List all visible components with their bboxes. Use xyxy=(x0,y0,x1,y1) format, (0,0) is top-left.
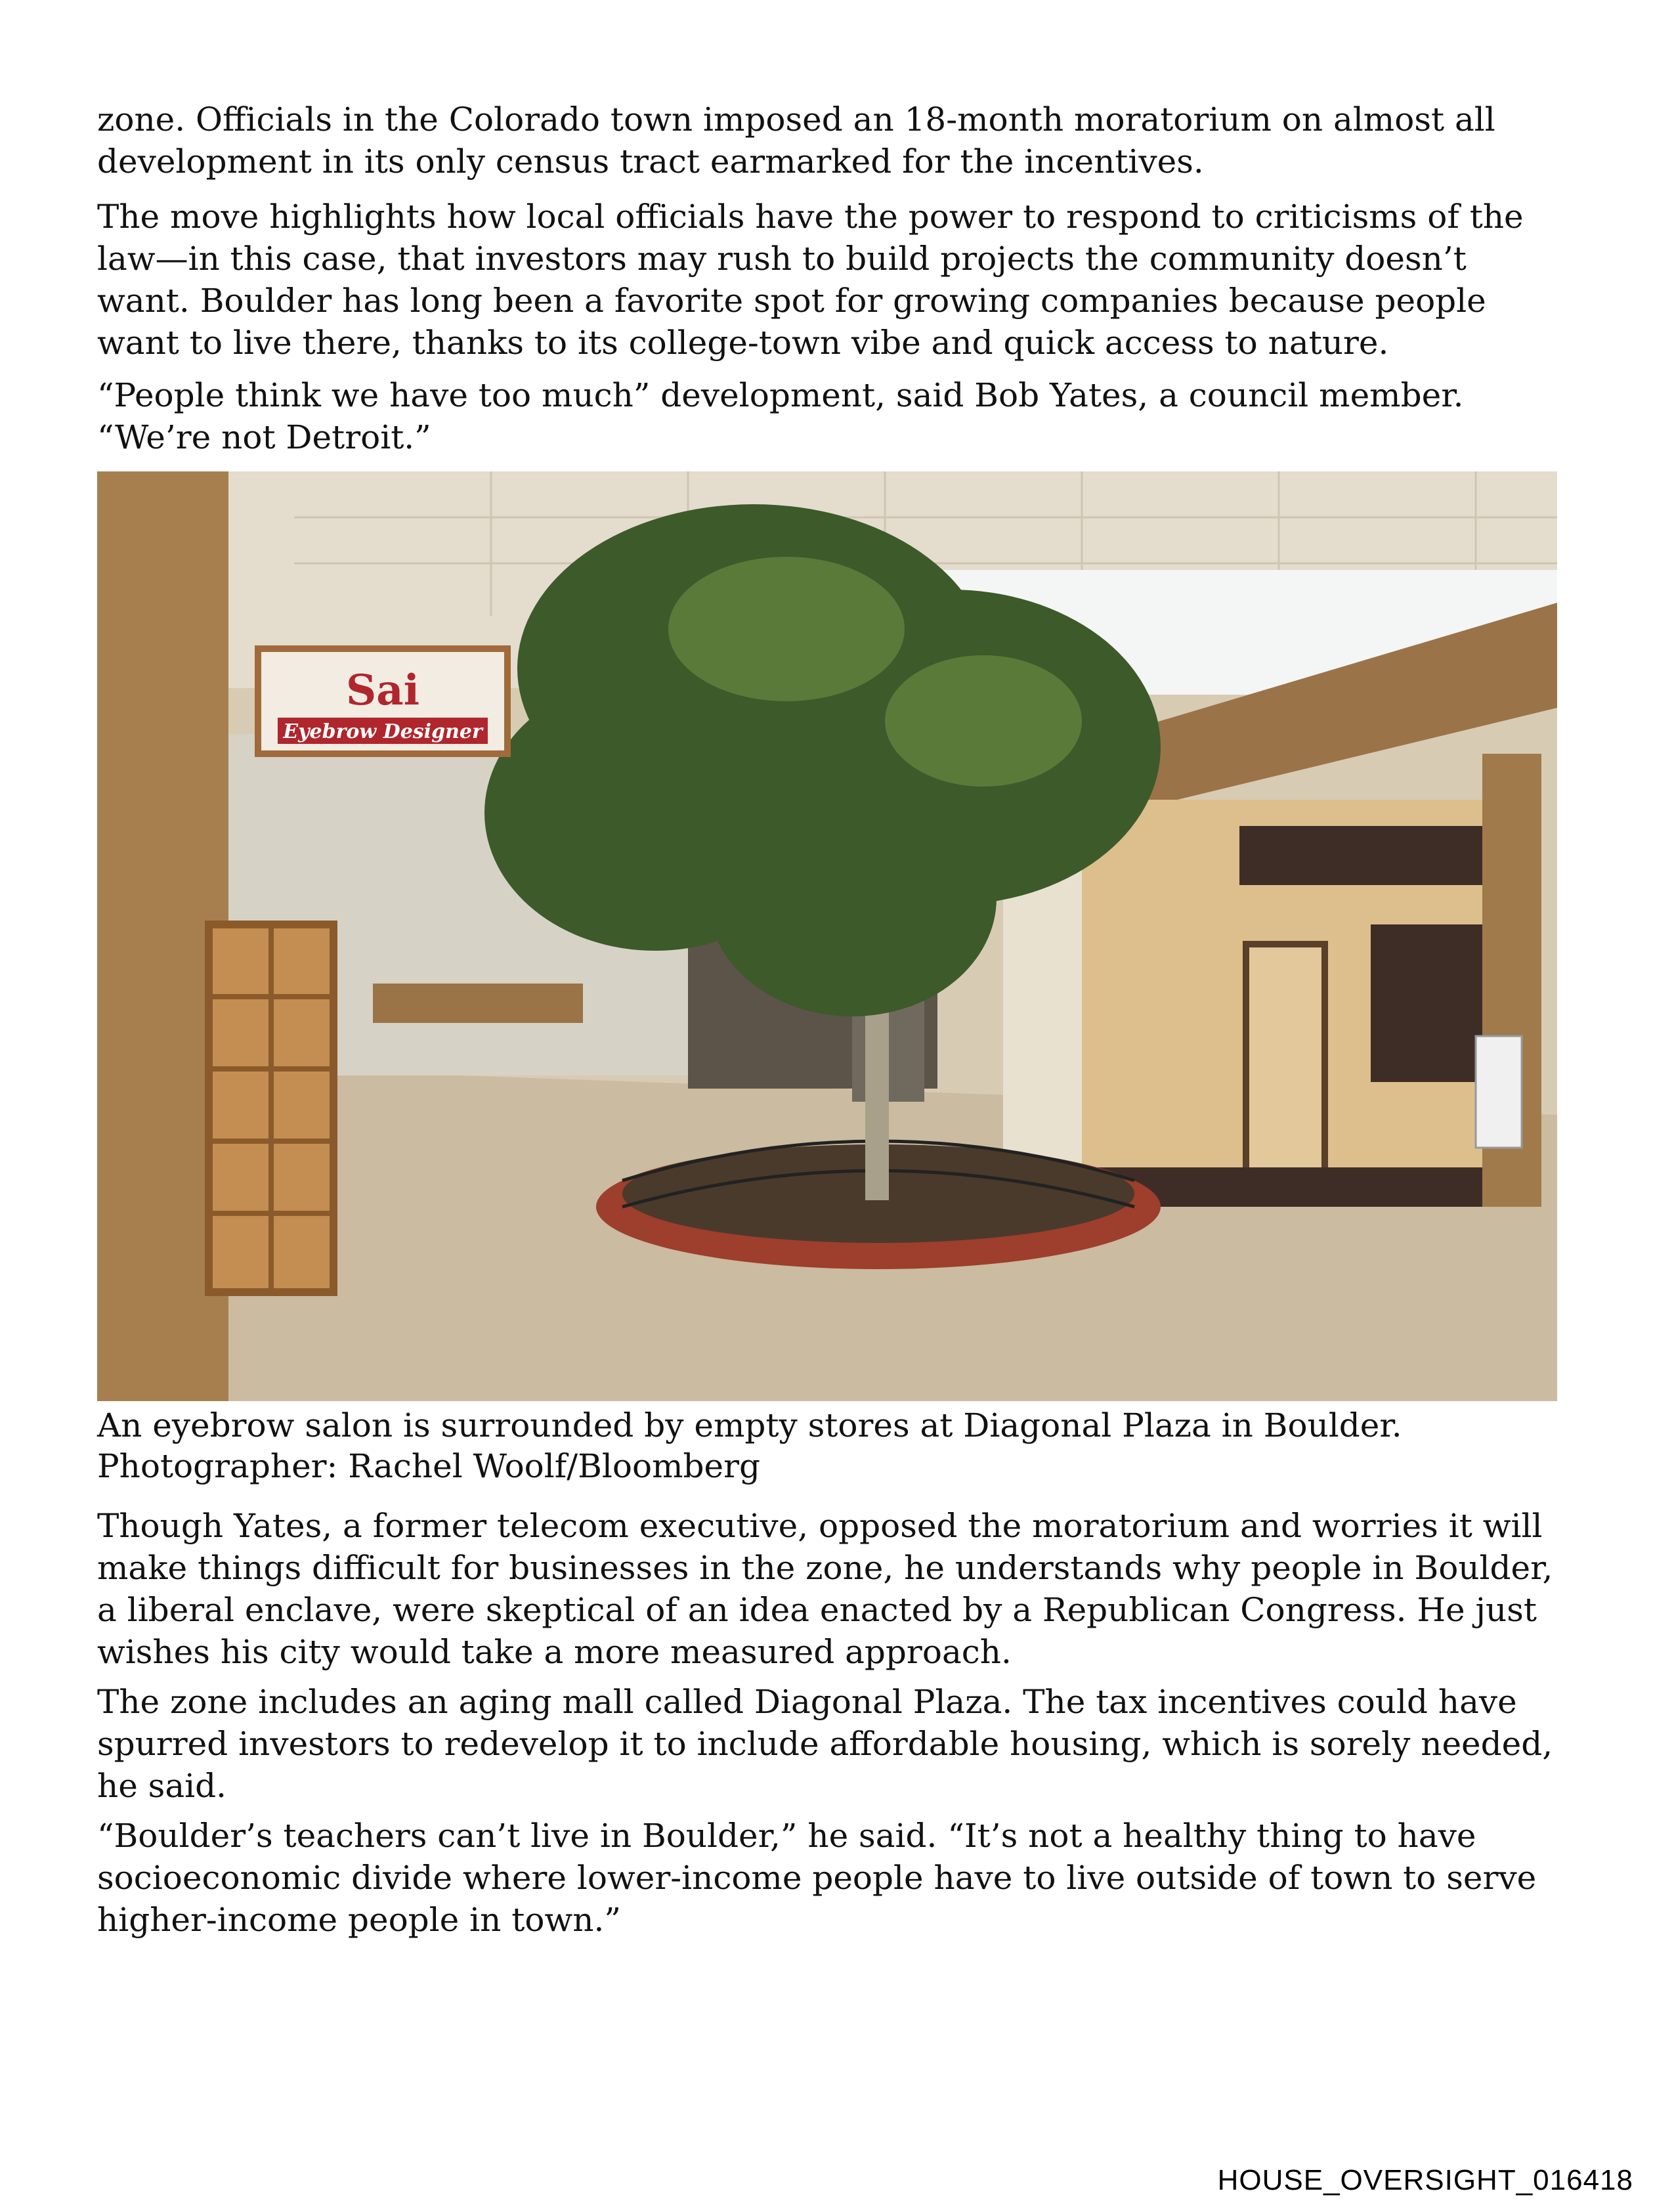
paragraph-teachers-quote: “Boulder’s teachers can’t live in Boulder,” he said. “It’s not a healthy thing to have socioeconomic divide where lower-income people have to live outside of town to serve higher-income people in town.” xyxy=(97,1817,1537,1939)
paragraph-moratorium: zone. Officials in the Colorado town imposed an 18-month moratorium on almost all development in its only census tract earmarked for the incentives. xyxy=(97,100,1495,181)
caption-credit: Photographer: Rachel Woolf/Bloomberg xyxy=(97,1447,760,1485)
fire-extinguisher-box xyxy=(1476,1036,1522,1148)
paragraph-yates-quote: “People think we have too much” development, said Bob Yates, a council member. “We’re not Detroit.” xyxy=(97,376,1464,456)
mall-photo xyxy=(97,471,1557,1401)
paragraph-local-officials: The move highlights how local officials have the power to respond to criticisms of the law—in this case, that investors may rush to build projects the community doesn’t want. Boulder has long been a favorite spot for growing companies because people want to live there, thanks to its college-town vibe and quick access to nature. xyxy=(97,198,1524,362)
document-id: HOUSE_OVERSIGHT_016418 xyxy=(1217,2164,1633,2196)
caption-text: An eyebrow salon is surrounded by empty stores at Diagonal Plaza in Boulder. xyxy=(97,1406,1402,1444)
dark-brick-window xyxy=(1371,924,1482,1082)
salon-sign-subtitle: Eyebrow Designer xyxy=(283,720,483,743)
salon-sign-title: Sai xyxy=(346,666,419,715)
mall-interior-illustration xyxy=(97,471,1557,1401)
photo-caption xyxy=(97,1405,1568,1486)
dark-brick-band xyxy=(1239,826,1482,885)
paragraph-diagonal-plaza: The zone includes an aging mall called Diagonal Plaza. The tax incentives could have spurred investors to redevelop it to include affordable housing, which is sorely needed, he said. xyxy=(97,1683,1553,1805)
paragraph-yates-opposition: Though Yates, a former telecom executive, opposed the moratorium and worries it will make things difficult for businesses in the zone, he understands why people in Boulder, a liberal enclave, were skeptical of an idea enacted by a Republican Congress. He just wishes his city would take a more measured approach. xyxy=(97,1507,1553,1671)
brick-door xyxy=(1246,944,1325,1194)
bench xyxy=(373,984,583,1023)
